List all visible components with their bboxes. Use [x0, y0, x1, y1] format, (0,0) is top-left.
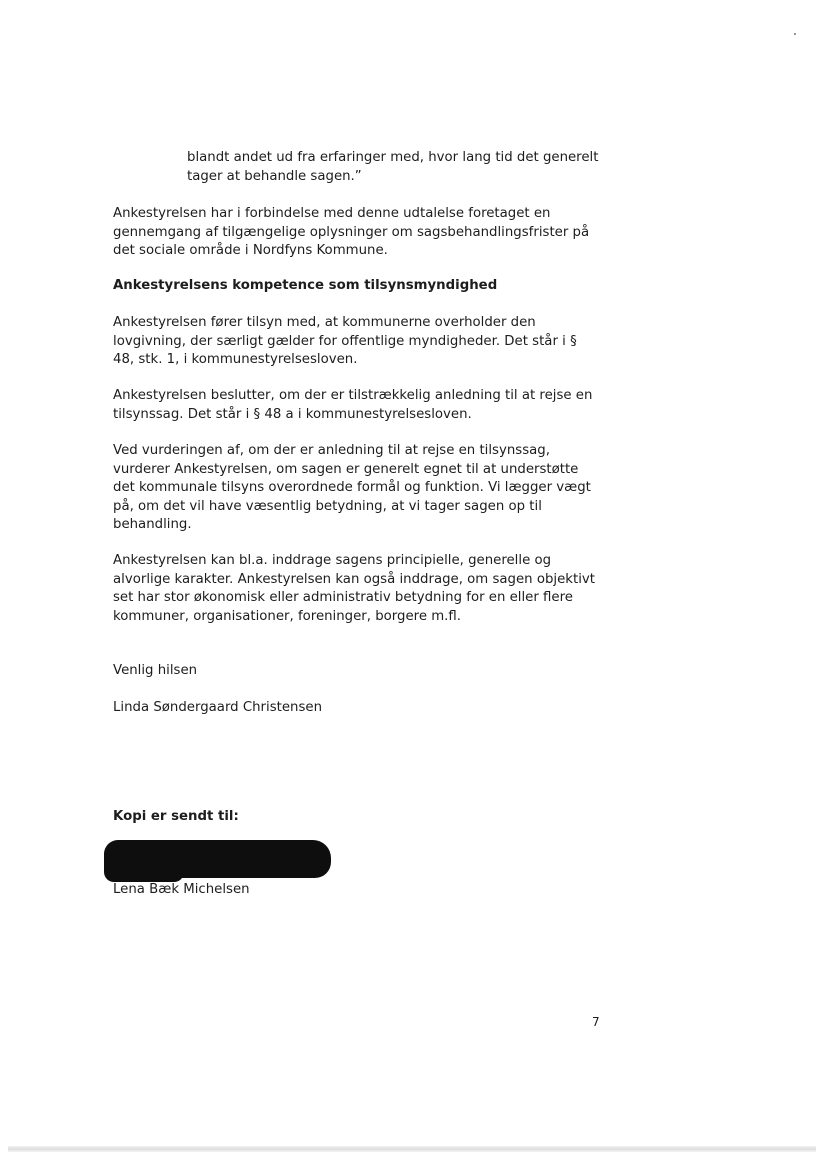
quote-line-1: blandt andet ud fra erfaringer med, hvor lang tid det generelt: [187, 150, 599, 165]
paragraph-1-line-2: gennemgang af tilgængelige oplysninger om sagsbehandlingsfrister på: [113, 224, 590, 240]
paragraph-criteria: [113, 552, 603, 626]
closing-text: Venlig hilsen: [113, 663, 198, 678]
paragraph-4-line-2: vurderer Ankestyrelsen, om sagen er generelt egnet til at understøtte: [113, 461, 579, 477]
signature-name: Linda Søndergaard Christensen: [113, 700, 322, 715]
section-heading-text: Ankestyrelsens kompetence som tilsynsmyndighed: [113, 278, 498, 293]
signature: [113, 699, 603, 718]
paragraph-5-line-2: alvorlige karakter. Ankestyrelsen kan også inddrage, om sagen objektivt: [113, 571, 595, 587]
paragraph-2-line-3: 48, stk. 1, i kommunestyrelsesloven.: [113, 352, 358, 368]
paragraph-inspection: [113, 205, 603, 261]
paragraph-1-line-3: det sociale område i Nordfyns Kommune.: [113, 243, 388, 259]
paragraph-assessment: [113, 442, 603, 535]
paragraph-4-line-1: Ved vurderingen af, om der er anledning til at rejse en tilsynssag,: [113, 443, 550, 458]
paragraph-4-line-3: det kommunale tilsyns overordnede formål og funktion. Vi lægger vægt: [113, 480, 591, 496]
paragraph-3-line-1: Ankestyrelsen beslutter, om der er tilstrækkelig anledning til at rejse en: [113, 388, 593, 403]
paragraph-5-line-3: set har stor økonomisk eller administrativ betydning for en eller flere: [113, 590, 573, 606]
paragraph-2-line-2: lovgivning, der særligt gælder for offentlige myndigheder. Det står i §: [113, 333, 577, 349]
paragraph-2-line-1: Ankestyrelsen fører tilsyn med, at kommunerne overholder den: [113, 315, 536, 330]
paragraph-supervision: [113, 314, 603, 370]
copy-recipient: [113, 881, 603, 900]
redaction-mark-tail: [104, 858, 184, 882]
paragraph-5-line-4: kommuner, organisationer, foreninger, borgere m.fl.: [113, 608, 462, 624]
paragraph-decision: [113, 387, 603, 424]
paragraph-4-line-5: behandling.: [113, 517, 192, 533]
copy-heading: [113, 808, 603, 827]
quote-continuation: [187, 149, 607, 186]
scan-edge-shadow: [8, 1146, 816, 1152]
paragraph-3-line-2: tilsynssag. Det står i § 48 a i kommunestyrelsesloven.: [113, 406, 472, 422]
copy-recipient-name: Lena Bæk Michelsen: [113, 882, 250, 897]
copy-heading-text: Kopi er sendt til:: [113, 809, 239, 824]
paragraph-4-line-4: på, om det vil have væsentlig betydning, at vi tager sagen op til: [113, 498, 542, 514]
quote-line-2: tager at behandle sagen.”: [187, 168, 362, 184]
page-number: 7: [592, 1015, 600, 1029]
scan-speck: [794, 33, 796, 35]
paragraph-5-line-1: Ankestyrelsen kan bl.a. inddrage sagens principielle, generelle og: [113, 553, 552, 568]
closing-greeting: [113, 662, 603, 681]
paragraph-1-line-1: Ankestyrelsen har i forbindelse med denne udtalelse foretaget en: [113, 206, 551, 221]
section-heading: [113, 277, 603, 296]
